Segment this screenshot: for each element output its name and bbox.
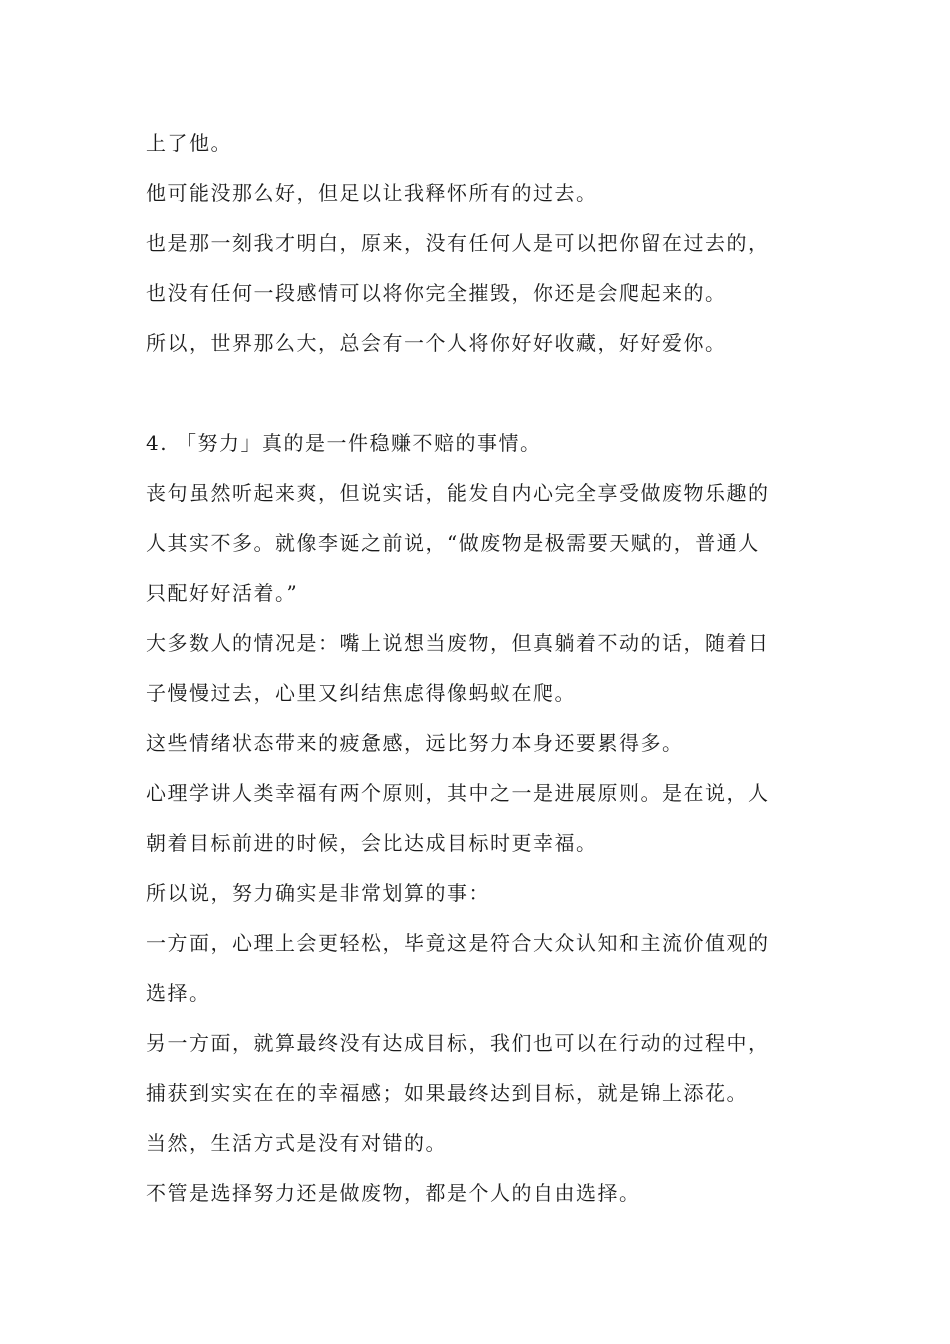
text-line: 不管是选择努力还是做废物，都是个人的自由选择。 [146,1181,641,1205]
text-line: 这些情绪状态带来的疲惫感，远比努力本身还要累得多。 [146,731,684,755]
text-line: 一方面，心理上会更轻松，毕竟这是符合大众认知和主流价值观的 [146,931,770,955]
text-line: 也是那一刻我才明白，原来，没有任何人是可以把你留在过去的， [146,231,770,255]
text-line: 心理学讲人类幸福有两个原则，其中之一是进展原则。是在说，人 [146,781,770,805]
text-line: 所以说，努力确实是非常划算的事： [146,881,490,905]
text-line: 另一方面，就算最终没有达成目标，我们也可以在行动的过程中， [146,1031,770,1055]
text-line: 人其实不多。就像李诞之前说，“做废物是极需要天赋的，普通人 [146,531,760,555]
section-heading: 4. 「努力」真的是一件稳赚不赔的事情。 [146,431,542,455]
text-line: 只配好好活着。” [146,581,299,605]
section-gap [146,368,826,418]
document-body [146,118,826,1218]
text-line: 上了他。 [146,131,232,155]
text-line: 所以，世界那么大，总会有一个人将你好好收藏，好好爱你。 [146,331,727,355]
text-line: 选择。 [146,981,211,1005]
text-line: 丧句虽然听起来爽，但说实话，能发自内心完全享受做废物乐趣的 [146,481,770,505]
text-line: 朝着目标前进的时候，会比达成目标时更幸福。 [146,831,598,855]
text-line: 他可能没那么好，但足以让我释怀所有的过去。 [146,181,598,205]
text-line: 也没有任何一段感情可以将你完全摧毁，你还是会爬起来的。 [146,281,727,305]
text-line: 当然，生活方式是没有对错的。 [146,1131,447,1155]
text-line: 捕获到实实在在的幸福感；如果最终达到目标，就是锦上添花。 [146,1081,748,1105]
text-line: 大多数人的情况是：嘴上说想当废物，但真躺着不动的话，随着日 [146,631,770,655]
text-line: 子慢慢过去，心里又纠结焦虑得像蚂蚁在爬。 [146,681,576,705]
